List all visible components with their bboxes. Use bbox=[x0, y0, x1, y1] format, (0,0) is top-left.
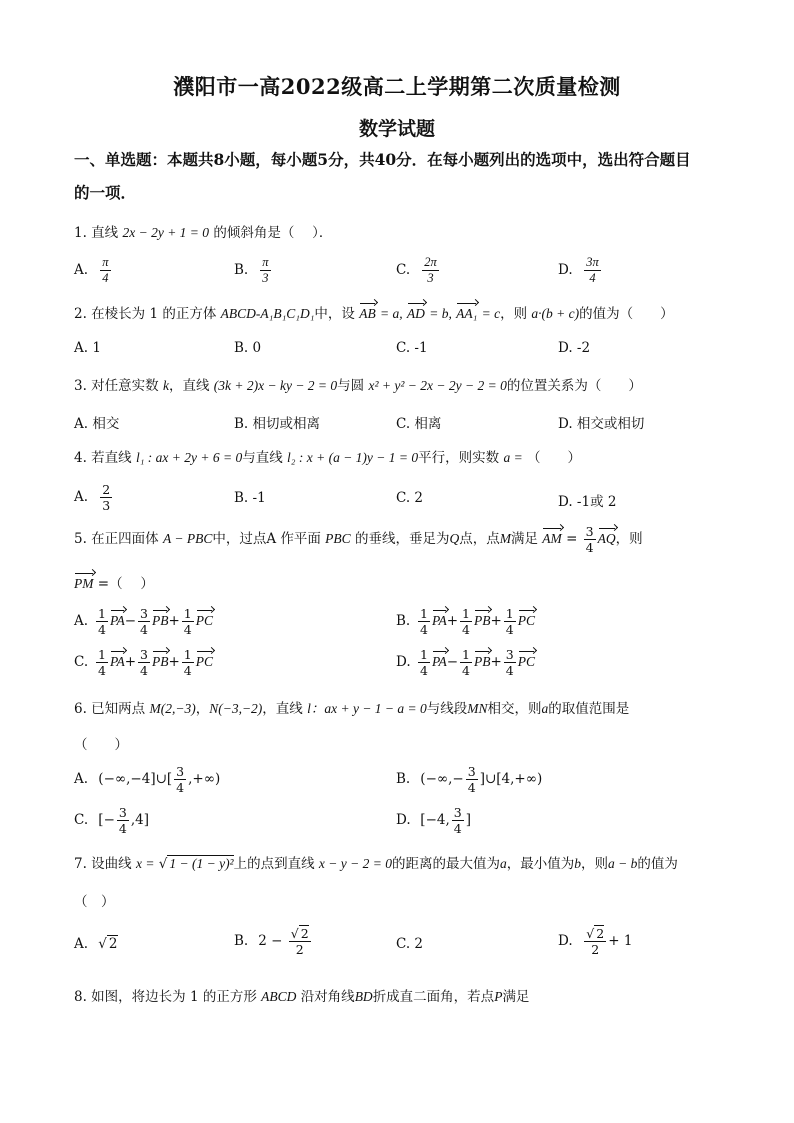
q5-option-a[interactable] bbox=[74, 606, 213, 637]
q6-option-a[interactable]: A. (−∞,−4]∪[ $\frac{3}{4}$ ,+∞) bbox=[74, 764, 221, 795]
vector-pb: PB bbox=[151, 613, 169, 628]
vector-ab: AB bbox=[359, 306, 376, 321]
q1-suffix: 的倾斜角是（ ）． bbox=[213, 225, 333, 241]
option-label: C. bbox=[74, 654, 89, 670]
q4-option-d[interactable]: D. -1或 2 bbox=[558, 494, 617, 510]
page-subtitle: 数学试题 bbox=[358, 118, 435, 140]
vector-pc: PC bbox=[517, 613, 536, 628]
q4-option-b[interactable]: B. -1 bbox=[234, 490, 266, 506]
q5-option-c[interactable] bbox=[74, 647, 213, 678]
section-heading-line2: 的一项． bbox=[74, 183, 137, 202]
q7-option-a[interactable]: A. √ 2 bbox=[74, 936, 118, 952]
vector-pb: PB bbox=[473, 654, 491, 669]
option-label: D. bbox=[558, 262, 573, 278]
vector-pm: PM bbox=[74, 576, 94, 591]
q1-option-c[interactable] bbox=[396, 255, 441, 286]
fraction: $\frac{√ 2}{2}$ bbox=[586, 926, 605, 957]
sqrt-symbol: √ bbox=[290, 926, 299, 941]
operator: − bbox=[124, 613, 137, 629]
fraction: $\frac{3}{4}$ bbox=[118, 805, 127, 836]
fraction: $\frac{√ 2}{2}$ bbox=[290, 926, 309, 957]
vector-pb: PB bbox=[151, 654, 169, 669]
vector-pc: PC bbox=[195, 654, 214, 669]
question-6: 6. 已知两点 M(2,−3)，N(−3,−2)，直线 l：ax + y − 1 − a = 0与线段MN相交，则a的取值范围是 bbox=[74, 701, 630, 717]
q1-prefix: 1. 直线 bbox=[74, 225, 119, 241]
q5-option-b[interactable] bbox=[396, 606, 535, 637]
q6-option-c[interactable]: C. [− $\frac{3}{4}$ ,4] bbox=[74, 805, 149, 836]
sqrt-symbol: √ bbox=[98, 936, 107, 952]
vector-aa1: AA₁ bbox=[456, 306, 478, 321]
q6-option-b[interactable]: B. (−∞,− $\frac{3}{4}$ ]∪[4,+∞) bbox=[396, 764, 543, 795]
question-7-line2: （ ） bbox=[74, 894, 115, 910]
q2-expression: a·(b + c) bbox=[531, 306, 580, 321]
option-label: D. bbox=[396, 654, 411, 670]
option-label: A. bbox=[74, 613, 89, 629]
fraction: $\frac{3}{4}$ bbox=[176, 764, 185, 795]
sqrt-symbol: √ bbox=[586, 926, 595, 941]
fraction: $\frac{\pi}{4}$ bbox=[102, 255, 109, 285]
fraction: $\frac{3}{4}$ bbox=[453, 805, 462, 836]
vector-pa: PA bbox=[431, 654, 447, 669]
question-7: 7. 设曲线 x = √ 1 − (1 − y)²上的点到直线 x − y − 2 = 0的距离的最大值为a，最小值为b，则a − b的值为 bbox=[74, 856, 678, 872]
vector-pa: PA bbox=[109, 613, 125, 628]
question-3: 3. 对任意实数 k，直线 (3k + 2)x − ky − 2 = 0与圆 x² + y² − 2x − 2y − 2 = 0的位置关系为（ ） bbox=[74, 378, 642, 394]
q2-option-a[interactable]: A. 1 bbox=[74, 340, 101, 356]
q3-option-a[interactable]: A. 相交 bbox=[74, 416, 120, 432]
fraction: $\frac{1}{4}$ bbox=[462, 647, 470, 678]
section-heading bbox=[74, 143, 724, 209]
q5-option-d[interactable] bbox=[396, 647, 535, 678]
fraction: $\frac{3}{4}$ bbox=[140, 606, 148, 637]
vector-pa: PA bbox=[109, 654, 125, 669]
fraction: $\frac{1}{4}$ bbox=[98, 606, 106, 637]
fraction: $\frac{1}{4}$ bbox=[183, 647, 192, 678]
fraction: $\frac{\pi}{3}$ bbox=[262, 255, 269, 285]
sqrt-symbol: √ bbox=[158, 856, 168, 872]
q7-option-b[interactable]: B. 2 − $\frac{√ 2}{2}$ bbox=[234, 926, 309, 957]
q3-option-c[interactable]: C. 相离 bbox=[396, 416, 442, 432]
vector-ad: AD bbox=[406, 306, 425, 321]
fraction: $\frac{3\pi}{4}$ bbox=[586, 255, 599, 285]
q7-radicand: 1 − (1 − y)² bbox=[169, 856, 234, 871]
q2-option-d[interactable]: D. -2 bbox=[558, 340, 591, 356]
fraction: $\frac{2}{3}$ bbox=[102, 482, 111, 513]
vector-pc: PC bbox=[195, 613, 214, 628]
operator: + bbox=[490, 613, 502, 629]
q1-option-d[interactable] bbox=[558, 255, 603, 286]
q4-option-c[interactable]: C. 2 bbox=[396, 490, 424, 506]
q7-option-d[interactable]: D. $\frac{√ 2}{2}$ + 1 bbox=[558, 926, 633, 957]
q6-option-d[interactable]: D. [−4, $\frac{3}{4}$ ] bbox=[396, 805, 471, 836]
vector-aq: AQ bbox=[597, 531, 616, 546]
fraction: $\frac{3}{4}$ bbox=[140, 647, 148, 678]
q2-option-b[interactable]: B. 0 bbox=[234, 340, 262, 356]
q7-option-c[interactable]: C. 2 bbox=[396, 936, 424, 952]
q1-option-a[interactable] bbox=[74, 255, 113, 286]
q6-line: l：ax + y − 1 − a = 0 bbox=[307, 701, 427, 716]
question-2: 2. 在棱长为 1 的正方体 ABCD-A₁B₁C₁D₁中，设 AB = a, AD = b, AA₁ = c，则 a·(b + c)的值为（ ） bbox=[74, 306, 674, 322]
q3-circle-equation: x² + y² − 2x − 2y − 2 = 0 bbox=[368, 378, 507, 393]
vector-pb: PB bbox=[473, 613, 491, 628]
operator: + bbox=[490, 654, 502, 670]
q4-line1: l₁ : ax + 2y + 6 = 0 bbox=[135, 450, 243, 465]
fraction: $\frac{1}{4}$ bbox=[98, 647, 106, 678]
q4-option-a[interactable]: A. $\frac{2}{3}$ bbox=[74, 482, 111, 513]
option-label: B. bbox=[234, 262, 249, 278]
q2-cube-name: ABCD-A₁B₁C₁D₁ bbox=[220, 306, 315, 321]
operator: + bbox=[446, 613, 459, 629]
question-5: 5. 在正四面体 A − PBC中，过点A 作平面 PBC 的垂线，垂足为Q点，点M满足 AM = $\frac{3}{4}$ AQ，则 bbox=[74, 524, 643, 555]
fraction: $\frac{1}{4}$ bbox=[462, 606, 470, 637]
question-8: 8. 如图，将边长为 1 的正方形 ABCD 沿对角线BD折成直二面角，若点P满足 bbox=[74, 989, 530, 1005]
question-1 bbox=[74, 221, 734, 241]
fraction: $\frac{1}{4}$ bbox=[505, 606, 514, 637]
question-5-line2: PM =（ ） bbox=[74, 576, 154, 592]
q3-option-d[interactable]: D. 相交或相切 bbox=[558, 416, 645, 432]
q3-option-b[interactable]: B. 相切或相离 bbox=[234, 416, 321, 432]
fraction: $\frac{3}{4}$ bbox=[467, 764, 476, 795]
q4-line2: l₂ : x + (a − 1)y − 1 = 0 bbox=[287, 450, 419, 465]
operator: + bbox=[168, 613, 180, 629]
fraction: $\frac{1}{4}$ bbox=[183, 606, 192, 637]
operator: + bbox=[124, 654, 137, 670]
vector-pc: PC bbox=[517, 654, 536, 669]
option-label: C. bbox=[396, 262, 411, 278]
fraction: $\frac{3}{4}$ bbox=[585, 524, 594, 555]
option-label: B. bbox=[396, 613, 411, 629]
q1-option-b[interactable] bbox=[234, 255, 273, 286]
vector-pa: PA bbox=[431, 613, 447, 628]
fraction: $\frac{3}{4}$ bbox=[505, 647, 514, 678]
q1-equation: 2x − 2y + 1 = 0 bbox=[122, 225, 210, 240]
vector-am: AM bbox=[542, 531, 562, 546]
question-6-line2: （ ） bbox=[74, 737, 128, 753]
operator: − bbox=[446, 654, 459, 670]
operator: + bbox=[168, 654, 180, 670]
section-heading-line1: 一、单选题：本题共8小题，每小题5分，共40分．在每小题列出的选项中，选出符合题目 bbox=[74, 150, 691, 169]
page-title: 濮阳市一高2022级高二上学期第二次质量检测 bbox=[173, 74, 621, 99]
fraction: $\frac{2\pi}{3}$ bbox=[424, 255, 437, 285]
fraction: $\frac{1}{4}$ bbox=[420, 647, 428, 678]
q3-line-equation: (3k + 2)x − ky − 2 = 0 bbox=[213, 378, 338, 393]
fraction: $\frac{1}{4}$ bbox=[420, 606, 428, 637]
option-label: A. bbox=[74, 262, 89, 278]
q2-option-c[interactable]: C. -1 bbox=[396, 340, 428, 356]
question-4: 4. 若直线 l₁ : ax + 2y + 6 = 0与直线 l₂ : x + (a − 1)y − 1 = 0平行，则实数 a = （ ） bbox=[74, 450, 581, 466]
